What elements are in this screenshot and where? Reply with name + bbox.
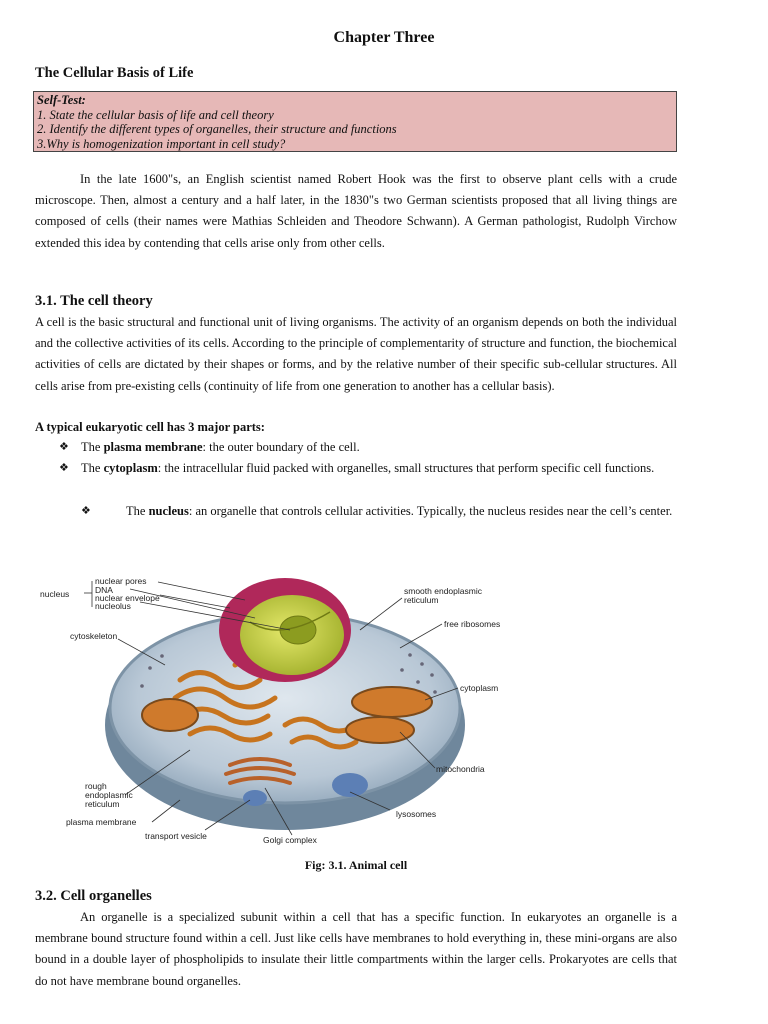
label-rough-er-line2: endoplasmic	[85, 790, 133, 800]
label-dna: DNA	[95, 585, 113, 595]
self-test-box	[33, 91, 677, 152]
cell-organelles-paragraph: An organelle is a specialized subunit within a cell that has a specific function. In eukaryotes an organelle is a membrane bound structure found within a cell. Just like cells have membranes to hold everything in, these mini-organs are also bound in a double layer of phospholipids to insulate their little compartments within the larger cells. Prokaryotes are cells that do not have membrane bound organelles.	[35, 910, 677, 988]
self-test-heading: Self-Test:	[37, 93, 86, 107]
label-nuclear-envelope: nuclear envelope	[95, 593, 160, 603]
list-item-plasma-membrane	[59, 437, 677, 458]
diamond-bullet-icon: ❖	[59, 441, 69, 453]
self-test-item: 2. Identify the different types of organelles, their structure and functions	[37, 122, 397, 136]
label-mitochondria: mitochondria	[436, 764, 485, 774]
list-item-prefix: The	[81, 440, 104, 454]
label-nucleolus: nucleolus	[95, 601, 131, 611]
list-item-nucleus	[81, 501, 677, 522]
term-nucleus: nucleus	[148, 504, 189, 518]
term-plasma-membrane: plasma membrane	[103, 440, 203, 454]
term-cytoplasm: cytoplasm	[103, 461, 158, 475]
list-item-text: : an organelle that controls cellular activities. Typically, the nucleus resides near the cell’s center.	[188, 504, 673, 518]
diamond-bullet-icon: ❖	[59, 462, 69, 474]
label-cytoskeleton: cytoskeleton	[70, 631, 118, 641]
animal-cell-illustration	[30, 560, 530, 850]
label-free-ribosomes: free ribosomes	[444, 619, 501, 629]
list-item-text: : the intracellular fluid packed with organelles, small structures that perform specific cell functions.	[157, 461, 655, 475]
label-nucleus: nucleus	[40, 589, 70, 599]
self-test-item: 1. State the cellular basis of life and cell theory	[37, 107, 274, 122]
label-golgi-complex: Golgi complex	[263, 835, 317, 845]
list-item-cytoplasm	[59, 458, 677, 479]
list-item-prefix: The	[81, 461, 104, 475]
label-plasma-membrane: plasma membrane	[66, 817, 137, 827]
chapter-title: Chapter Three	[333, 29, 435, 46]
label-transport-vesicle: transport vesicle	[145, 831, 207, 841]
cell-theory-heading: 3.1. The cell theory	[35, 293, 153, 309]
eukaryotic-parts-heading: A typical eukaryotic cell has 3 major parts:	[35, 420, 265, 434]
label-smooth-er-line2: reticulum	[404, 595, 439, 605]
section-title: The Cellular Basis of Life	[35, 65, 194, 81]
diamond-bullet-icon: ❖	[81, 505, 91, 517]
label-nuclear-pores: nuclear pores	[95, 576, 147, 586]
label-cytoplasm: cytoplasm	[460, 683, 499, 693]
intro-paragraph: In the late 1600"s, an English scientist named Robert Hook was the first to observe plant cells with a crude microscope. Then, almost a century and a half later, in the 1830"s two German scientists proposed that all living things are composed of cells (their names were Mathias Schleiden and Theodore Schwann). A German pathologist, Rudolph Virchow extended this idea by contending that cells arise only from other cells.	[35, 172, 677, 250]
label-rough-er-line3: reticulum	[85, 799, 120, 809]
self-test-item: 3.Why is homogenization important in cell study?	[37, 136, 286, 151]
nucleus	[219, 578, 351, 682]
label-rough-er-line1: rough	[85, 781, 107, 791]
cell-theory-paragraph: A cell is the basic structural and functional unit of living organisms. The activity of an organism depends on both the individual and the collective activities of its cells. According to the principle of complementarity of structure and function, the biochemical activities of cells are dictated by their shapes or forms, and by the relative number of their specific sub-cellular structures. All cells arise from pre-existing cells (continuity of life from one generation to another has a cellular basis).	[35, 315, 677, 393]
cell-organelles-heading: 3.2. Cell organelles	[35, 888, 152, 904]
list-item-prefix: The	[126, 504, 149, 518]
label-lysosomes: lysosomes	[396, 809, 437, 819]
figure-caption: Fig: 3.1. Animal cell	[304, 858, 408, 872]
animal-cell-figure	[30, 560, 530, 850]
label-smooth-er-line1: smooth endoplasmic	[404, 586, 482, 596]
list-item-text: : the outer boundary of the cell.	[202, 440, 360, 454]
